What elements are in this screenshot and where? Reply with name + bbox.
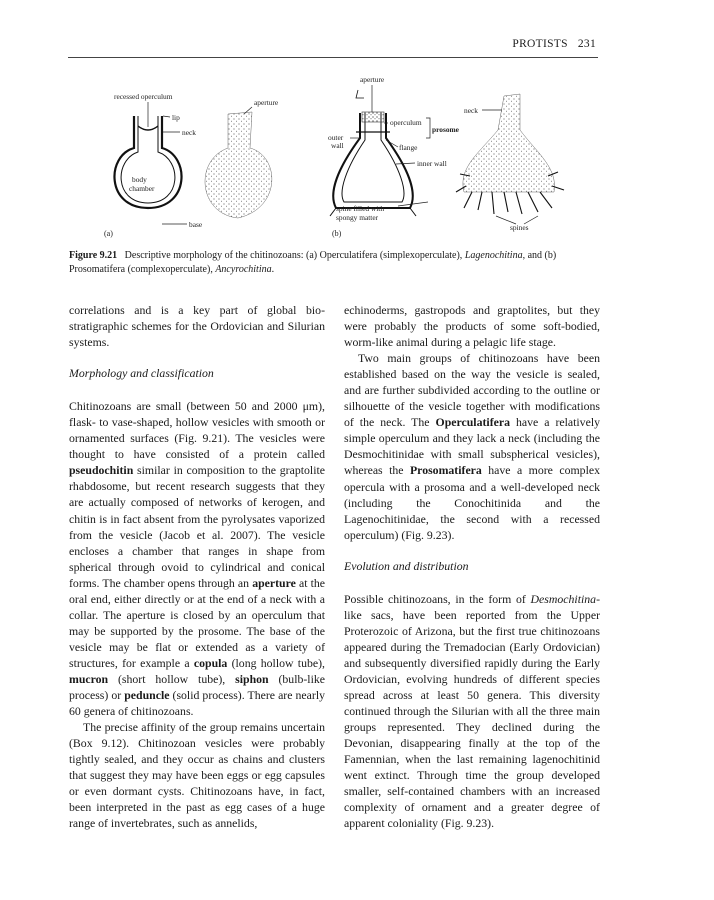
term-siphon: siphon <box>235 671 269 686</box>
leader-spines-2 <box>524 216 538 224</box>
term-peduncle: peduncle <box>124 688 170 703</box>
caption-genus-2: Ancyrochitina <box>215 263 272 275</box>
label-neck-a: neck <box>182 128 196 137</box>
label-chamber: chamber <box>129 184 155 193</box>
label-flange: flange <box>399 143 418 152</box>
leader-inner-wall <box>396 163 415 164</box>
label-aperture-a: aperture <box>254 98 279 107</box>
caption-text-1: Descriptive morphology of the chitinozoans: (a) Operculatifera (simplexoperculate), <box>124 250 463 261</box>
panel-a-label: (a) <box>104 229 113 238</box>
header-title: PROTISTS <box>512 38 568 50</box>
figure-9-21 <box>68 68 608 240</box>
term-mucron: mucron <box>69 671 109 686</box>
label-spongy-matter: spongy matter <box>336 213 379 222</box>
prosome-bracket <box>426 118 430 138</box>
running-header <box>68 38 596 50</box>
left-paragraph-1: correlations and is a key part of global bio-stratigraphic schemes for the Ordovician and Silurian systems. <box>69 303 325 350</box>
leader-spines-1 <box>496 216 516 224</box>
panel-a-section-drawing <box>114 116 181 208</box>
label-recessed-operculum: recessed operculum <box>114 92 173 101</box>
label-outer: outer <box>328 133 344 142</box>
leader-lip <box>163 116 170 117</box>
right-column <box>344 302 600 831</box>
label-body: body <box>132 175 147 184</box>
label-wall: wall <box>331 141 344 150</box>
header-rule <box>68 57 598 58</box>
label-lip: lip <box>172 113 180 122</box>
genus-desmochitina: Desmochitina <box>530 591 597 606</box>
label-aperture-b: aperture <box>360 75 385 84</box>
panel-b-label: (b) <box>332 229 342 238</box>
figure-number: Figure 9.21 <box>69 250 118 261</box>
right-paragraph-1: echinoderms, gastropods and graptolites, but they were probably the products of some soft-bodied, worm-like animal during a pelagic life stage. <box>344 303 600 350</box>
right-paragraph-2: Two main groups of chitinozoans have been established based on the way the vesicle is sealed, and are further subdivided according to the outline or silhouette of the vesicle together with modifications of the neck. The Operculatifera have a relatively simple operculum and they lack a neck (including the Desmochitinidae with small subspherical vesicles), whereas the Prosomatifera have a more complex opercula with a prosoma and a well-developed neck (including the Conochitinida and the Lagenochitinidae, the second with a recessed operculum) (Fig. 9.23). <box>344 351 600 542</box>
section-heading-morphology: Morphology and classification <box>69 366 214 381</box>
figure-caption <box>69 249 599 276</box>
term-pseudochitin: pseudochitin <box>69 463 134 478</box>
panel-a-external-drawing <box>205 112 272 218</box>
caption-text-3: . <box>271 263 275 275</box>
left-paragraph-3: The precise affinity of the group remains uncertain (Box 9.12). Chitinozoan vesicles were probably tightly sealed, and they occur as chains and clusters that suggest they may have been eggs or egg capsules or even dormant cysts. Chitinozoans have, in fact, been interpreted in the past as egg cases of a huge range of invertebrates, such as annelids, <box>69 720 325 831</box>
label-prosome: prosome <box>432 125 459 134</box>
label-spine-filled: spine filled with <box>336 204 385 213</box>
caption-text-2: , and (b) Prosomatifera (complexoperculate), <box>69 250 557 275</box>
term-operculatifera: Operculatifera <box>435 415 510 430</box>
page-number: 231 <box>577 38 596 50</box>
term-aperture: aperture <box>252 575 296 590</box>
left-paragraph-2: Chitinozoans are small (between 50 and 2000 μm), flask- to vase-shaped, hollow vesicles with smooth or ornamented surfaces (Fig. 9.21). The vesicles were thought to have consisted of a protein called pseudochitin similar in composition to the graptolite rhabdosome, but recent research suggests that they are actually composed of networks of kerogen, and chitin is in fact absent from the pyrolysates vaporized from the vesicle (Jacob et al. 2007). The vesicle encloses a chamber that ranges in shape from spherical through ovoid to cylindrical and conical forms. The chamber opens through an aperture at the oral end, either directly or at the end of a neck with a collar. The aperture is closed by an operculum that may be supported by the prosome. The base of the vesicle may be flat or extended as a variety of structures, for example a copula (long hollow tube), mucron (short hollow tube), siphon (bulb-like process) or peduncle (solid process). There are nearly 60 genera of chitinozoans. <box>69 399 326 719</box>
label-operculum: operculum <box>390 118 422 127</box>
label-base: base <box>189 220 203 229</box>
left-column <box>69 302 325 831</box>
panel-b-section-drawing <box>330 90 416 216</box>
term-prosomatifera: Prosomatifera <box>409 463 482 478</box>
label-spines: spines <box>510 223 529 232</box>
caption-genus-1: Lagenochitina <box>464 250 523 261</box>
right-paragraph-3: Possible chitinozoans, in the form of Desmochitina-like sacs, have been reported from the Upper Proterozoic of Arizona, but the first true chitinozoans appeared during the Tremadocian (Early Ordovician) and subsequently diversified rapidly during the Early Ordovician, evolving hundreds of different species spread across at least 50 genera. This diversity continued through the Silurian with all the three main groups represented. They declined during the Devonian, disappearing finally at the top of the Famennian, when the last remaining lagenochitinid went extinct. Through time the group developed smaller, self-contained chambers with an increased complexity of ornament and a greater degree of apparent coloniality (Fig. 9.23). <box>344 591 600 831</box>
section-heading-evolution: Evolution and distribution <box>344 558 469 573</box>
label-inner-wall: inner wall <box>417 159 447 168</box>
label-neck-b: neck <box>464 106 478 115</box>
term-copula: copula <box>193 655 228 670</box>
